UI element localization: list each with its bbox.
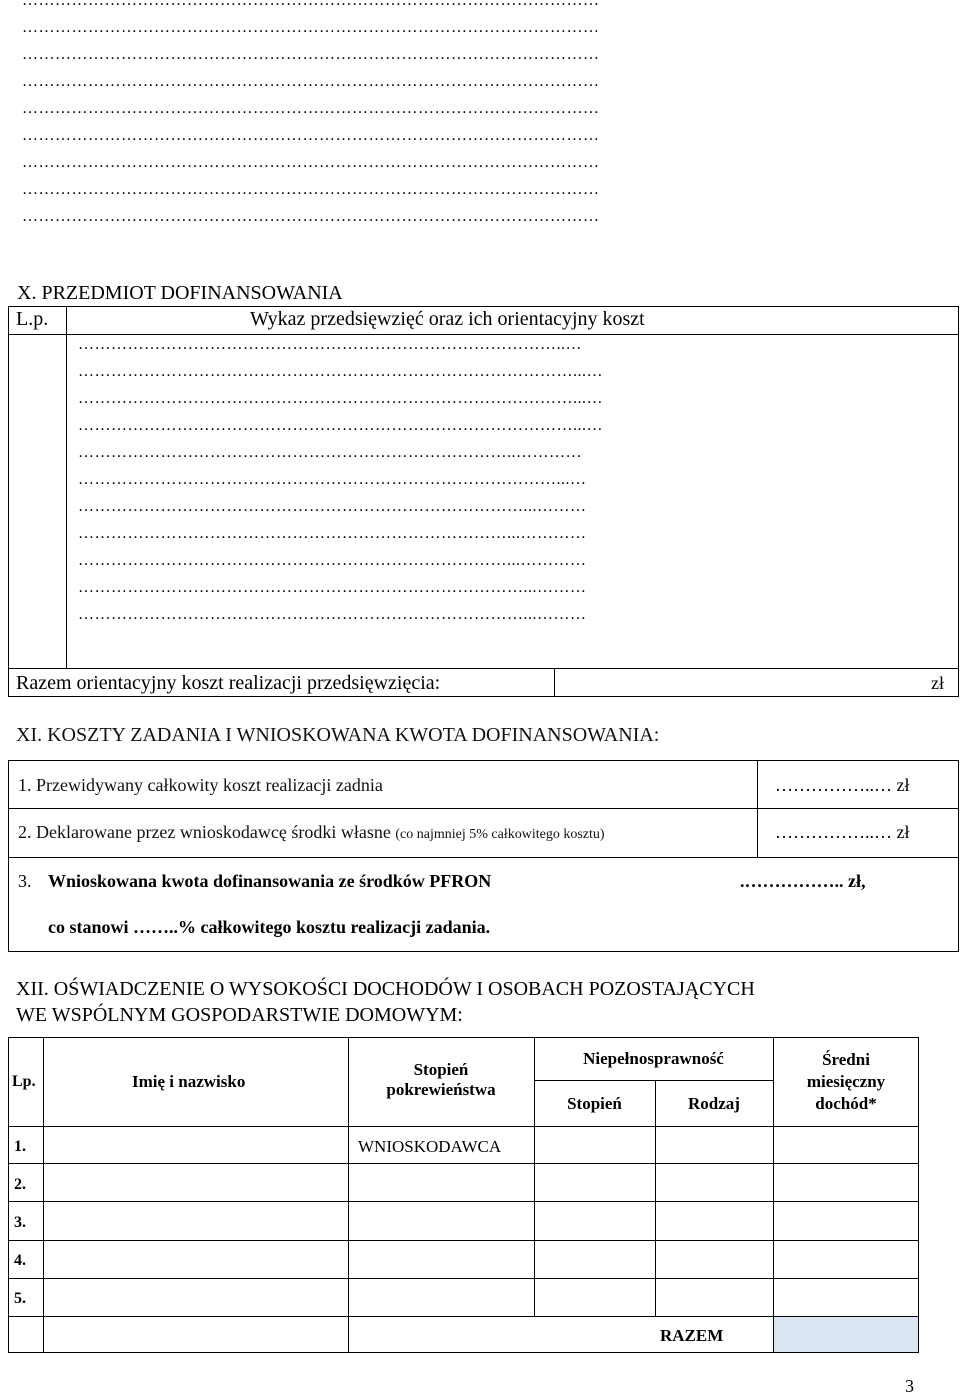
row-divider: [8, 1201, 919, 1202]
dots-line[interactable]: ……………………………………………………………………...…………: [78, 525, 587, 542]
row-divider: [8, 857, 959, 858]
row-divider: [8, 808, 959, 809]
row-lp-2: 2.: [14, 1176, 26, 1193]
section-xi-title: XI. KOSZTY ZADANIA I WNIOSKOWANA KWOTA DOFINANSOWANIA:: [16, 724, 660, 746]
col-income: [773, 1049, 919, 1115]
col-degree: Stopień: [567, 1094, 622, 1113]
row3-label: Wnioskowana kwota dofinansowania ze środków PFRON: [48, 871, 492, 891]
row-divider: [8, 1163, 919, 1164]
col-type: Rodzaj: [688, 1094, 740, 1113]
row-divider: [8, 1278, 919, 1279]
dots-line: ……………………………………………………………………………………………: [22, 0, 600, 9]
row-relation-1: WNIOSKODAWCA: [358, 1137, 502, 1156]
dots-line: ……………………………………………………………………………………………: [22, 73, 600, 90]
dots-line[interactable]: ……………………………………………………………………………..…: [78, 336, 582, 353]
row2-label-text: 2. Deklarowane przez wnioskodawcę środki własne: [18, 822, 391, 842]
col-divider: [655, 1080, 656, 1316]
section-xii-title-line1: XII. OŚWIADCZENIE O WYSOKOŚCI DOCHODÓW I OSOBACH POZOSTAJĄCYCH: [16, 978, 755, 1000]
col-divider: [43, 1037, 44, 1353]
col-income-line1: Średni: [822, 1050, 870, 1069]
col-relation-line2: pokrewieństwa: [386, 1080, 496, 1099]
col-relation-line1: Stopień: [413, 1060, 469, 1079]
dots-line[interactable]: ………………………………………………………………………...………: [78, 606, 587, 623]
row-lp-3: 3.: [14, 1214, 26, 1231]
row3-percent[interactable]: co stanowi ……..% całkowitego kosztu realizacji zadania.: [48, 917, 491, 937]
row-divider: [534, 1080, 773, 1081]
dots-line: ……………………………………………………………………………………………: [22, 154, 600, 171]
row2-note: (co najmniej 5% całkowitego kosztu): [395, 827, 605, 842]
col-lp: Lp.: [12, 1073, 36, 1090]
dots-line: ……………………………………………………………………………………………: [22, 181, 600, 198]
dots-line: ……………………………………………………………………………………………: [22, 208, 600, 225]
dots-line: ……………………………………………………………………………………………: [22, 100, 600, 117]
col-name: Imię i nazwisko: [132, 1072, 246, 1091]
dots-line[interactable]: ………………………………………………………………………………...…: [78, 417, 603, 434]
col-income-line3: dochód*: [815, 1094, 877, 1113]
total-cost-unit: zł: [931, 673, 944, 693]
dots-line[interactable]: ……………………………………………………………………..…………: [78, 444, 582, 461]
section-x-title: X. PRZEDMIOT DOFINANSOWANIA: [17, 282, 343, 304]
col-lp: L.p.: [16, 308, 49, 330]
col-wykaz: Wykaz przedsięwzięć oraz ich orientacyjny koszt: [250, 308, 645, 330]
dots-line[interactable]: ……………………………………………………………………...…………: [78, 552, 587, 569]
dots-line[interactable]: ……………………………………………………………………………...…: [78, 471, 587, 488]
total-label: RAZEM: [660, 1326, 724, 1345]
row-divider: [8, 1126, 919, 1127]
dots-line: ……………………………………………………………………………………………: [22, 19, 600, 36]
col-divider: [66, 306, 67, 668]
col-divider: [534, 1037, 535, 1316]
row3-num: 3.: [18, 871, 32, 891]
dots-line[interactable]: ………………………………………………………………………...………: [78, 498, 587, 515]
col-divider: [757, 760, 758, 857]
row2-value[interactable]: ……………..… zł: [775, 822, 910, 842]
row-divider: [8, 668, 959, 669]
page-number: 3: [905, 1376, 914, 1396]
col-disability: Niepełnosprawność: [583, 1049, 724, 1068]
col-divider: [554, 668, 555, 697]
col-relation: [348, 1060, 534, 1100]
row1-value[interactable]: ……………..… zł: [775, 775, 910, 795]
row2-label: [18, 822, 605, 843]
row-lp-1: 1.: [14, 1138, 26, 1155]
row-lp-4: 4.: [14, 1252, 26, 1269]
dots-line[interactable]: ………………………………………………………………………...………: [78, 579, 587, 596]
dots-line[interactable]: ………………………………………………………………………………...…: [78, 363, 603, 380]
dots-line: ……………………………………………………………………………………………: [22, 127, 600, 144]
total-income-cell[interactable]: [774, 1317, 918, 1352]
row-divider: [8, 1240, 919, 1241]
dots-line[interactable]: ………………………………………………………………………………...…: [78, 390, 603, 407]
col-income-line2: miesięczny: [806, 1072, 886, 1091]
row-divider: [8, 334, 959, 335]
row-lp-5: 5.: [14, 1290, 26, 1307]
row1-label: 1. Przewidywany całkowity koszt realizacji zadnia: [18, 775, 383, 795]
row3-value[interactable]: .…………….. zł,: [740, 871, 866, 891]
section-xii-title-line2: WE WSPÓLNYM GOSPODARSTWIE DOMOWYM:: [16, 1004, 463, 1026]
dots-line: ……………………………………………………………………………………………: [22, 46, 600, 63]
total-cost-label: Razem orientacyjny koszt realizacji przedsięwzięcia:: [16, 672, 441, 694]
